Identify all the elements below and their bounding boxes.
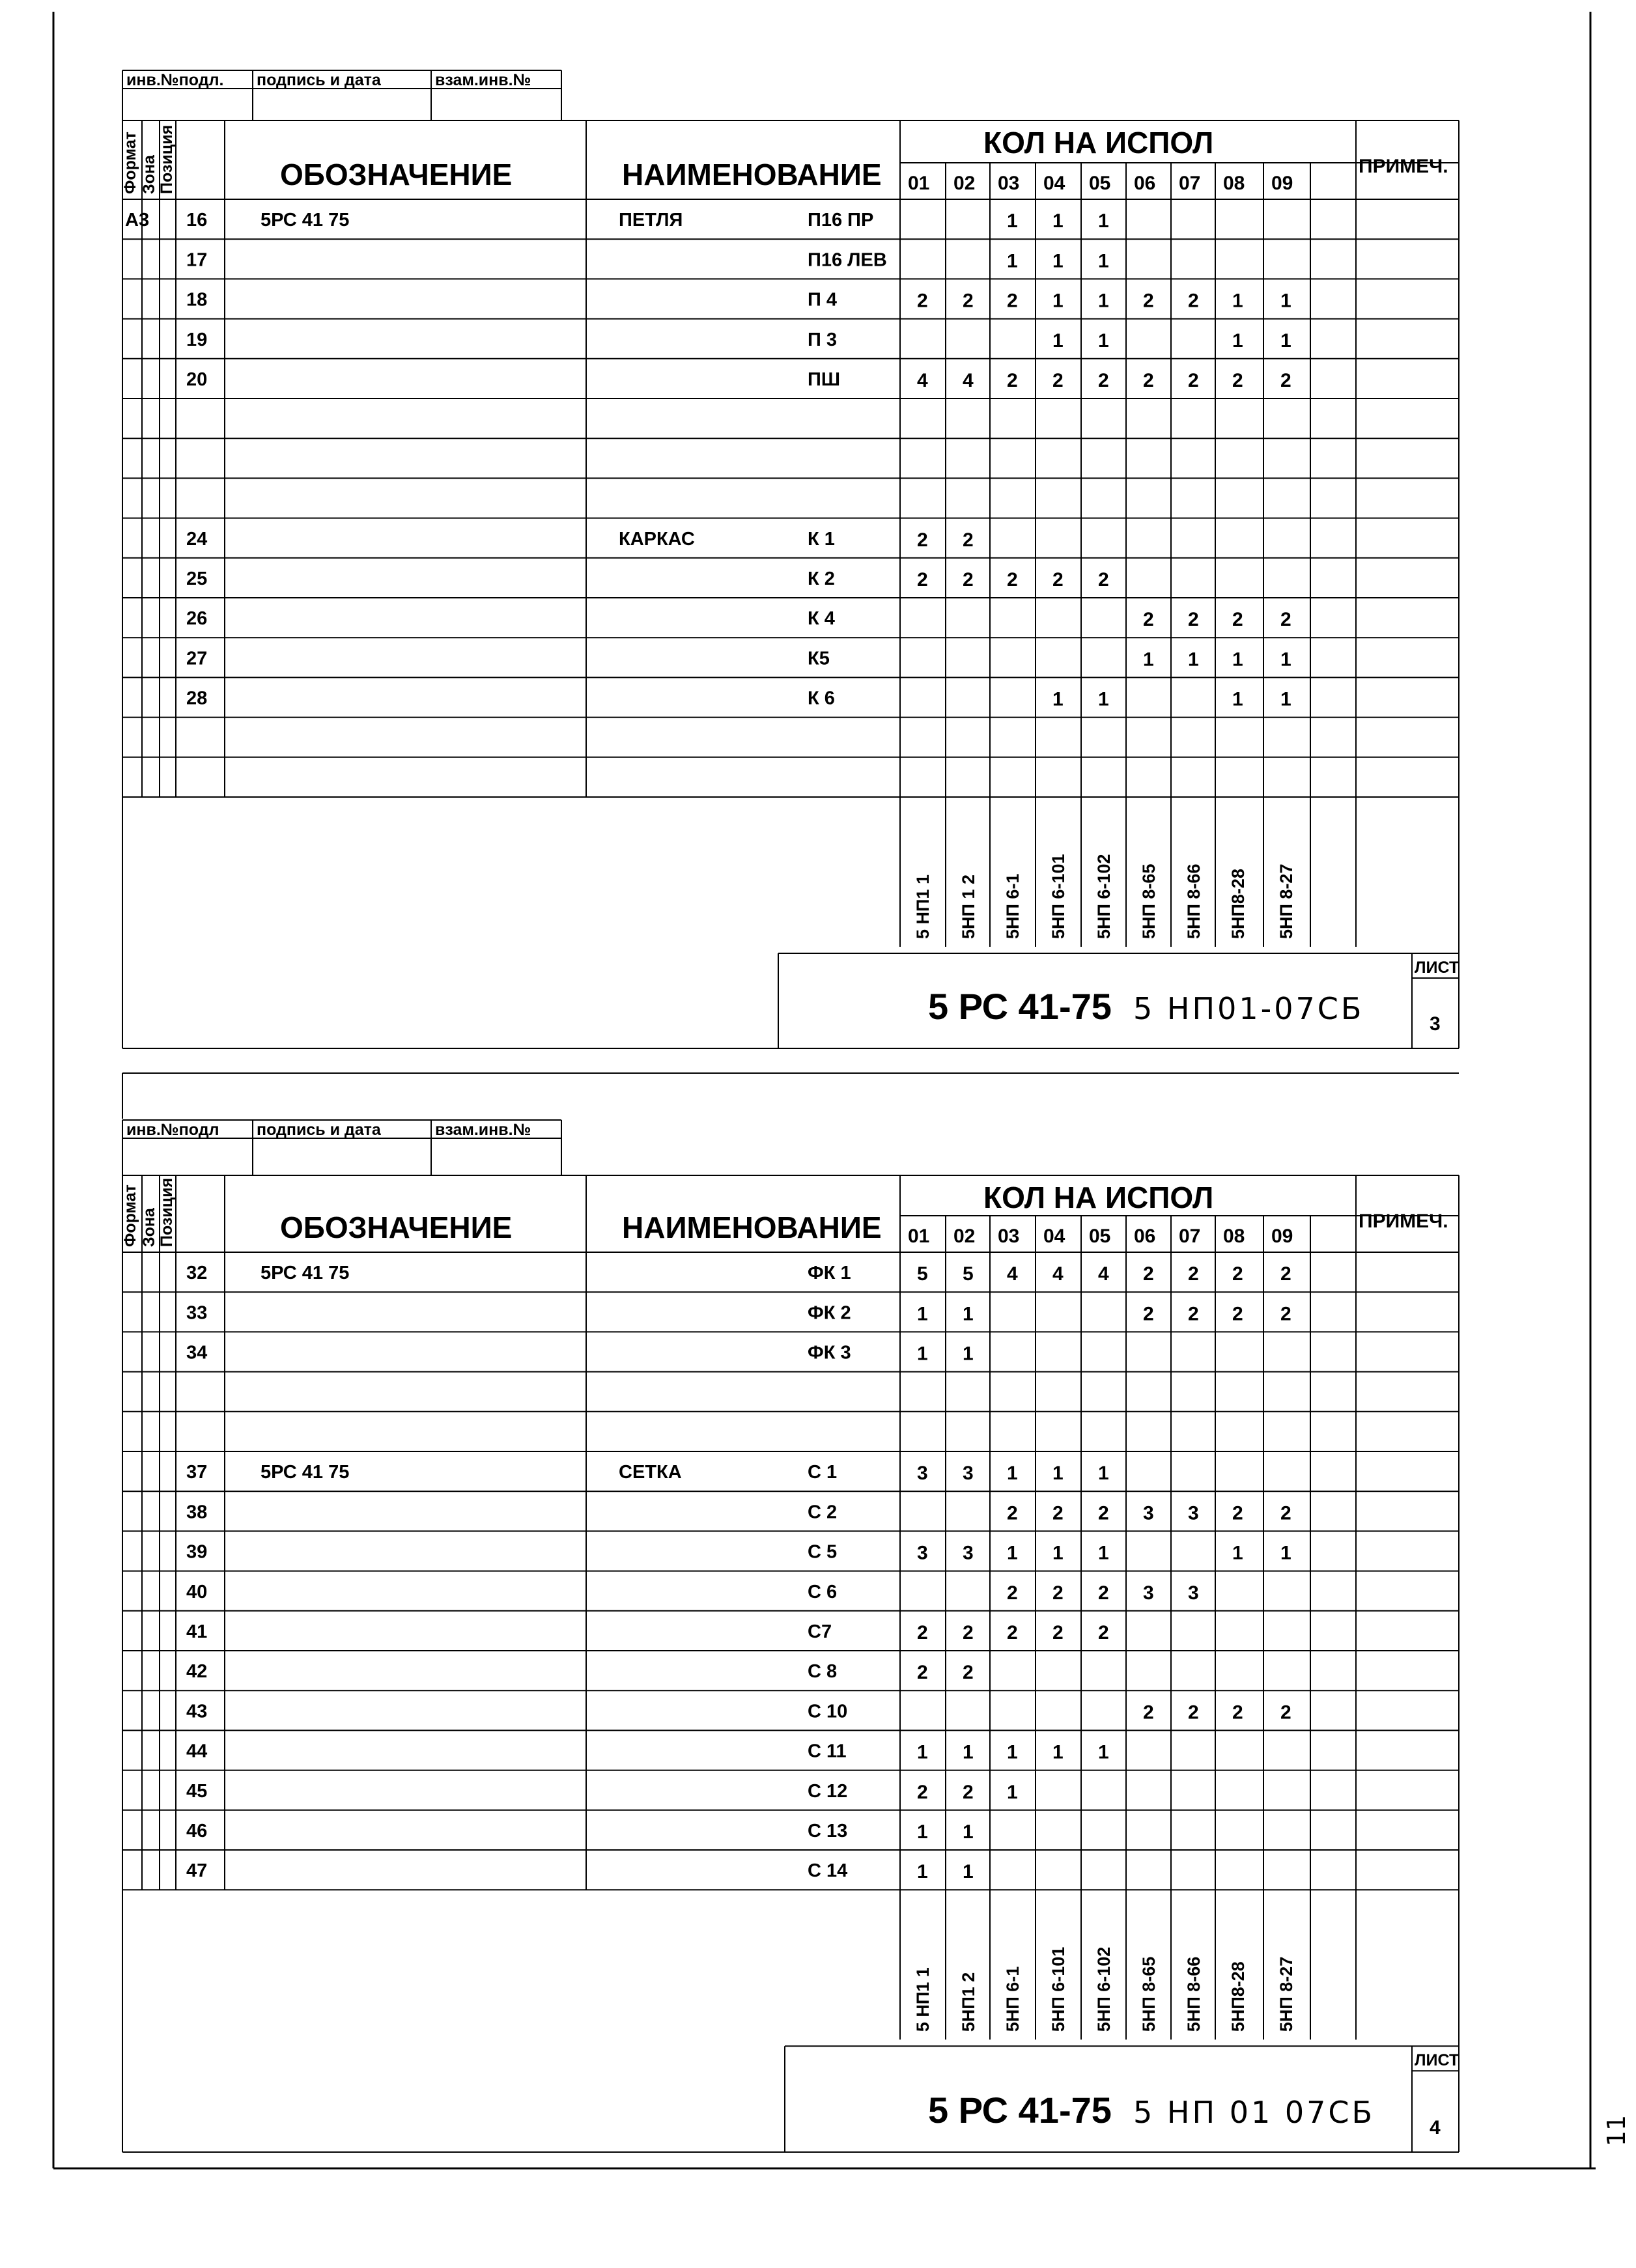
sheet-label: ЛИСТ [1415,2051,1460,2070]
row-designation: 5РС 41 75 [261,1263,350,1284]
row-position: 46 [186,1821,208,1841]
qty-cell: 1 [1232,688,1243,710]
row-mark: ФК 3 [808,1342,851,1364]
qty-cell: 1 [1280,1542,1291,1564]
row-mark: ФК 1 [808,1263,851,1284]
qty-cell: 1 [1007,1781,1018,1803]
stamp-tab-label: инв.№подл [126,1121,219,1139]
row-position: 44 [186,1741,208,1762]
row-mark: К 6 [808,688,835,709]
qty-cell: 4 [917,370,928,391]
qty-cell: 4 [1007,1263,1018,1285]
row-position: 27 [186,648,208,669]
column-number: 09 [1271,1225,1293,1247]
variant-label: 5НП 8-65 [1139,1956,1159,2032]
row-mark: С 6 [808,1581,838,1603]
row-position: 16 [186,210,208,231]
stamp-tab-label: подпись и дата [257,71,381,89]
row-mark: П 3 [808,329,838,350]
column-number: 02 [953,173,976,194]
row-mark: С 14 [808,1860,848,1882]
row-mark: С 12 [808,1780,848,1802]
row-position: 32 [186,1263,208,1284]
qty-cell: 5 [963,1263,974,1285]
qty-cell: 2 [1188,290,1199,312]
qty-cell: 2 [1143,370,1154,391]
qty-cell: 2 [1232,609,1243,631]
document-code: 5 РС 41-75 [928,986,1112,1027]
column-number: 04 [1043,1225,1065,1247]
qty-cell: 1 [1280,688,1291,710]
qty-cell: 2 [1143,1263,1154,1285]
qty-cell: 2 [1007,569,1018,591]
document-code: 5 РС 41-75 [928,2090,1112,2131]
column-number: 06 [1134,1225,1156,1247]
qty-cell: 1 [1052,1463,1064,1485]
qty-cell: 1 [1232,649,1243,671]
row-name: ПЕТЛЯ [619,210,683,231]
qty-cell: 2 [1280,370,1291,391]
qty-cell: 1 [917,1741,928,1763]
variant-label: 5НП 8-27 [1276,1956,1296,2032]
row-mark: С 10 [808,1701,848,1722]
qty-cell: 2 [1188,1263,1199,1285]
row-position: 20 [186,369,208,390]
qty-cell: 1 [1232,1542,1243,1564]
row-mark: К 1 [808,528,835,550]
qty-cell: 2 [1098,569,1109,591]
qty-cell: 2 [1098,1502,1109,1524]
variant-label: 5НП 8-66 [1184,863,1204,939]
qty-cell: 1 [1280,290,1291,312]
qty-cell: 1 [1052,1741,1064,1763]
qty-cell: 1 [963,1821,974,1843]
qty-cell: 2 [917,290,928,312]
qty-cell: 2 [1052,370,1064,391]
row-name: КАРКАС [619,528,695,550]
sheet-label: ЛИСТ [1415,959,1460,977]
qty-cell: 2 [1098,1622,1109,1644]
qty-cell: 1 [1007,210,1018,232]
qty-cell: 3 [963,1542,974,1564]
column-number: 01 [908,173,930,194]
qty-cell: 2 [1007,1502,1018,1524]
qty-cell: 2 [1143,609,1154,631]
qty-cell: 1 [1007,1463,1018,1485]
variant-label: 5НП8-28 [1228,1961,1248,2032]
row-position: 24 [186,528,208,550]
qty-cell: 3 [917,1463,928,1485]
row-position: 26 [186,608,208,630]
qty-cell: 2 [1232,1303,1243,1325]
stamp-tab-label: подпись и дата [257,1121,381,1139]
stamp-tab-label: взам.инв.№ [435,1121,531,1139]
qty-cell: 2 [917,1662,928,1684]
row-mark: С 8 [808,1661,838,1683]
qty-cell: 1 [1098,210,1109,232]
qty-cell: 2 [1098,370,1109,391]
row-mark: С7 [808,1621,832,1642]
row-position: 43 [186,1701,208,1722]
qty-cell: 2 [1232,1502,1243,1524]
qty-cell: 1 [917,1821,928,1843]
qty-cell: 5 [917,1263,928,1285]
qty-cell: 2 [1143,1303,1154,1325]
qty-cell: 2 [1007,290,1018,312]
column-number: 06 [1134,173,1156,194]
qty-cell: 1 [1280,329,1291,352]
qty-cell: 2 [1188,1701,1199,1724]
qty-cell: 1 [963,1343,974,1365]
qty-cell: 3 [917,1542,928,1564]
qty-cell: 2 [963,1622,974,1644]
column-number: 04 [1043,173,1065,194]
column-number: 05 [1089,1225,1111,1247]
column-number: 03 [998,173,1020,194]
name-header: НАИМЕНОВАНИЕ [622,158,882,191]
qty-cell: 1 [917,1303,928,1325]
qty-cell: 2 [1052,1502,1064,1524]
qty-cell: 2 [1188,1303,1199,1325]
qty-cell: 2 [1232,1701,1243,1724]
row-position: 28 [186,688,208,709]
qty-cell: 2 [1280,609,1291,631]
row-position: 45 [186,1780,208,1802]
qty-cell: 3 [1143,1502,1154,1524]
variant-label: 5НП 8-65 [1139,863,1159,939]
qty-cell: 1 [1052,290,1064,312]
variant-label: 5НП 1 2 [959,875,978,939]
qty-cell: 4 [1052,1263,1064,1285]
variant-label: 5НП1 2 [959,1972,978,2032]
row-mark: С 13 [808,1821,848,1841]
qty-cell: 1 [1098,1463,1109,1485]
sheet-number: 4 [1430,2117,1441,2138]
variant-label: 5НП 6-102 [1094,1946,1114,2032]
note-header: ПРИМЕЧ. [1359,1211,1448,1232]
column-number: 07 [1179,1225,1201,1247]
row-position: 47 [186,1860,208,1882]
qty-cell: 2 [1188,370,1199,391]
qty-cell: 2 [1280,1701,1291,1724]
qty-cell: 4 [963,370,974,391]
row-position: 33 [186,1302,208,1324]
stamp-tab-label: инв.№подл. [126,71,224,89]
row-position: 40 [186,1581,208,1603]
row-format: А3 [125,210,150,231]
qty-cell: 1 [1098,250,1109,272]
qty-cell: 1 [1098,290,1109,312]
qty-cell: 2 [1188,609,1199,631]
qty-cell: 1 [917,1343,928,1365]
qty-cell: 1 [1098,688,1109,710]
row-mark: С 1 [808,1462,838,1483]
column-number: 07 [1179,173,1201,194]
qty-cell: 2 [1232,1263,1243,1285]
designation-header: ОБОЗНАЧЕНИЕ [280,158,513,191]
qty-cell: 2 [917,1622,928,1644]
column-number: 09 [1271,173,1293,194]
qty-cell: 1 [1188,649,1199,671]
qty-cell: 2 [1098,1582,1109,1604]
qty-cell: 2 [1280,1303,1291,1325]
row-position: 19 [186,329,208,350]
variant-label: 5НП 8-66 [1184,1956,1204,2032]
qty-cell: 1 [1052,688,1064,710]
qty-cell: 1 [1098,1741,1109,1763]
qty-cell: 1 [1098,329,1109,352]
qty-cell: 1 [1007,250,1018,272]
variant-label: 5НП 6-1 [1003,873,1022,939]
row-mark: С 2 [808,1502,838,1523]
qty-cell: 2 [917,569,928,591]
qty-group-header: КОЛ НА ИСПОЛ [983,1181,1214,1214]
qty-cell: 2 [1052,1582,1064,1604]
qty-cell: 1 [1232,290,1243,312]
handwritten-code: 5 НП 01 07СБ [1133,2095,1375,2130]
qty-cell: 2 [1052,569,1064,591]
qty-cell: 2 [1232,370,1243,391]
variant-label: 5НП 6-101 [1049,854,1068,939]
qty-group-header: КОЛ НА ИСПОЛ [983,126,1214,160]
qty-cell: 2 [963,290,974,312]
qty-cell: 2 [963,529,974,551]
qty-cell: 1 [1280,649,1291,671]
row-position: 42 [186,1661,208,1683]
variant-label: 5 НП1 1 [913,1967,933,2032]
qty-cell: 2 [1143,290,1154,312]
row-position: 37 [186,1462,208,1483]
side-header-label: Формат [121,132,139,194]
qty-cell: 4 [1098,1263,1109,1285]
qty-cell: 2 [1007,1622,1018,1644]
qty-cell: 2 [1280,1263,1291,1285]
row-mark: К5 [808,648,830,669]
qty-cell: 2 [1007,370,1018,391]
qty-cell: 1 [963,1861,974,1883]
qty-cell: 1 [1007,1542,1018,1564]
qty-cell: 2 [1280,1502,1291,1524]
row-position: 34 [186,1342,208,1364]
qty-cell: 2 [1007,1582,1018,1604]
qty-cell: 2 [963,1781,974,1803]
sheet-number: 3 [1430,1013,1441,1035]
row-position: 18 [186,289,208,311]
row-mark: П16 ПР [808,210,874,231]
side-header-label: Позиция [158,124,176,194]
column-number: 05 [1089,173,1111,194]
qty-cell: 1 [963,1303,974,1325]
qty-cell: 1 [963,1741,974,1763]
row-position: 41 [186,1621,208,1642]
qty-cell: 1 [917,1861,928,1883]
qty-cell: 3 [1188,1582,1199,1604]
variant-label: 5НП8-28 [1228,869,1248,939]
page-number: 11 [1602,2114,1631,2147]
qty-cell: 2 [963,1662,974,1684]
name-header: НАИМЕНОВАНИЕ [622,1211,882,1244]
qty-cell: 1 [1007,1741,1018,1763]
row-mark: С 11 [808,1741,847,1762]
row-mark: С 5 [808,1541,838,1563]
row-designation: 5РС 41 75 [261,210,350,231]
variant-label: 5НП 6-101 [1049,1946,1068,2032]
column-number: 08 [1223,173,1245,194]
variant-label: 5 НП1 1 [913,875,933,939]
column-number: 02 [953,1225,976,1247]
qty-cell: 1 [1052,250,1064,272]
variant-label: 5НП 6-102 [1094,854,1114,939]
qty-cell: 1 [1232,329,1243,352]
qty-cell: 1 [1098,1542,1109,1564]
qty-cell: 1 [1052,1542,1064,1564]
side-header-label: Зона [140,155,158,194]
qty-cell: 2 [917,529,928,551]
qty-cell: 3 [1143,1582,1154,1604]
row-mark: П16 ЛЕВ [808,249,887,271]
stamp-tab-label: взам.инв.№ [435,71,531,89]
qty-cell: 2 [1052,1622,1064,1644]
column-number: 01 [908,1225,930,1247]
row-designation: 5РС 41 75 [261,1462,350,1483]
variant-label: 5НП 8-27 [1276,863,1296,939]
qty-cell: 2 [963,569,974,591]
qty-cell: 2 [917,1781,928,1803]
row-position: 38 [186,1502,208,1523]
row-position: 25 [186,568,208,589]
note-header: ПРИМЕЧ. [1359,156,1448,177]
column-number: 03 [998,1225,1020,1247]
designation-header: ОБОЗНАЧЕНИЕ [280,1211,513,1244]
row-position: 39 [186,1541,208,1563]
qty-cell: 1 [1052,329,1064,352]
row-mark: ПШ [808,369,840,390]
qty-cell: 1 [1143,649,1154,671]
column-number: 08 [1223,1225,1245,1247]
row-mark: П 4 [808,289,838,311]
qty-cell: 3 [1188,1502,1199,1524]
row-mark: ФК 2 [808,1302,851,1324]
side-header-label: Зона [140,1208,158,1247]
row-name: СЕТКА [619,1462,682,1483]
side-header-label: Формат [121,1184,139,1247]
row-mark: К 4 [808,608,835,630]
row-position: 17 [186,249,208,271]
qty-cell: 3 [963,1463,974,1485]
qty-cell: 1 [1052,210,1064,232]
qty-cell: 2 [1143,1701,1154,1724]
row-mark: К 2 [808,568,835,589]
handwritten-code: 5 НП01-07СБ [1133,991,1364,1026]
side-header-label: Позиция [158,1177,176,1247]
variant-label: 5НП 6-1 [1003,1966,1022,2032]
